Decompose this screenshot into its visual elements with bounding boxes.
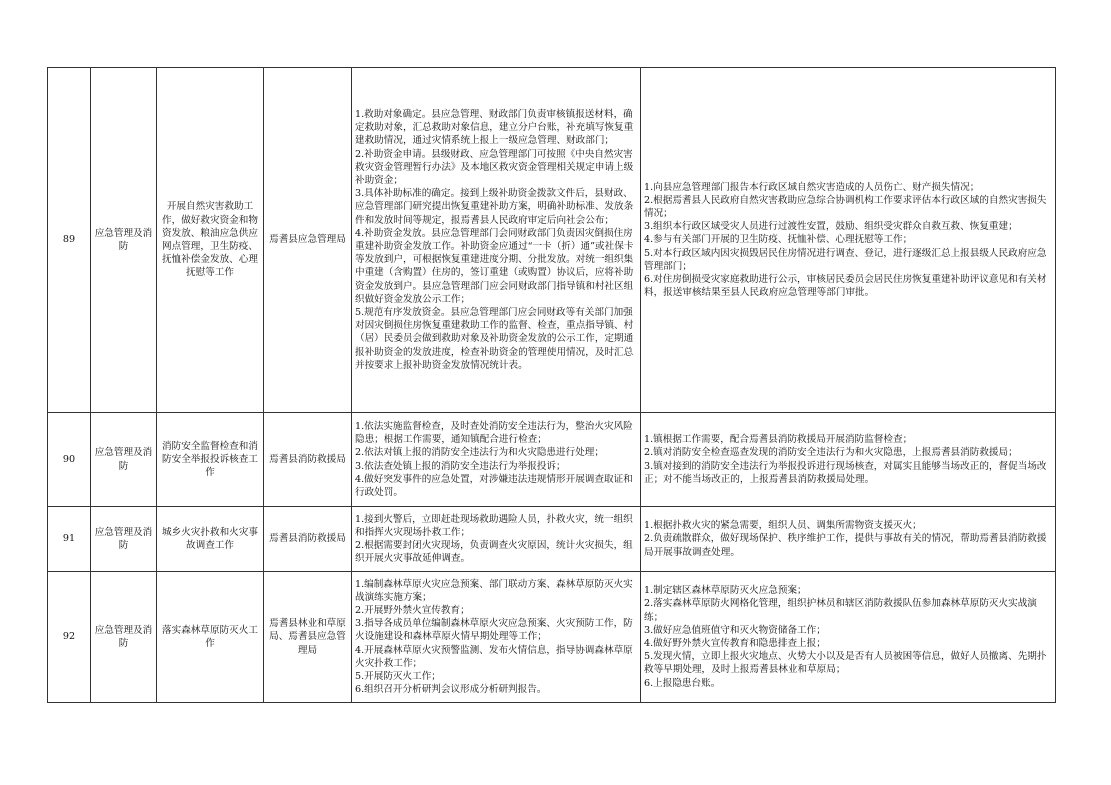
duty-line: 1.编制森林草原火灾应急预案、部门联动方案、森林草原防灭火实战演练实施方案； [355, 578, 633, 603]
duty-line: 4.做好突发事件的应急处置，对涉嫌违法违规情形开展调查取证和行政处罚。 [355, 473, 633, 498]
table-row [48, 68, 1056, 413]
town-duties-cell [641, 413, 1056, 507]
town-duties-cell [641, 507, 1056, 572]
item-cell: 落实森林草原防灭火工作 [157, 572, 264, 703]
duty-line: 4.参与有关部门开展的卫生防疫、抚恤补偿、心理抚慰等工作； [644, 234, 913, 246]
duty-line: 4.补助资金发放。县应急管理部门会同财政部门负责因灾倒损住房重建补助资金发放工作。补助资金应通过“一卡（折）通”或社保卡等发放到户，可根据恢复重建进度分期、分批发放。对统一组织集中重建（含购置）住房的，签订重建（或购置）协议后，应将补助资金发放到户。县应急管理部门应会同财政部门指导镇和村社区组织做好资金发放公示工作； [355, 227, 634, 305]
duty-line: 1.根据扑救火灾的紧急需要，组织人员、调集所需物资支援灭火； [644, 520, 922, 532]
field-cell: 应急管理及消防 [91, 572, 157, 703]
duty-line: 1.接到火警后，立即赶赴现场救助遇险人员，扑救火灾，统一组织和指挥火灾现场扑救工作； [355, 513, 633, 538]
item-cell: 开展自然灾害救助工作，做好救灾资金和物资发放、粮油应急供应网点管理，卫生防疫、抚恤补偿金发放、心理抚慰等工作 [157, 68, 264, 413]
duty-line: 6.上报隐患台账。 [644, 677, 721, 689]
duty-line: 6.对住房倒损受灾家庭救助进行公示，审核居民委员会居民住房恢复重建补助评议意见和有关材料，报送审核结果至县人民政府应急管理等部门审批。 [644, 274, 1047, 299]
duty-line: 3.镇对接到的消防安全违法行为举报投诉进行现场核查，对属实且能够当场改正的，督促当场改正；对不能当场改正的，上报焉耆县消防救援局处理。 [644, 460, 1047, 485]
county-duties-cell [352, 507, 641, 572]
department-cell: 焉耆县应急管理局 [264, 68, 352, 413]
item-cell: 城乡火灾扑救和火灾事故调查工作 [157, 507, 264, 572]
duty-line: 1.救助对象确定。县应急管理、财政部门负责审核镇报送材料，确定救助对象，汇总救助对象信息，建立分户台账，补充填写恢复重建救助情况，通过灾情系统上报上一级应急管理、财政部门； [355, 108, 634, 147]
responsibility-table [47, 67, 1056, 703]
table-row [48, 572, 1056, 703]
duty-line: 2.负责疏散群众，做好现场保护、秩序维护工作，提供与事故有关的情况，帮助焉耆县消防救援局开展事故调查处理。 [644, 533, 1047, 558]
row-number: 90 [48, 413, 91, 507]
duty-line: 5.开展防灭火工作； [355, 671, 441, 682]
county-duties-cell [352, 68, 641, 413]
duty-line: 4.开展森林草原火灾预警监测、发布火情信息，指导协调森林草原火灾扑救工作； [355, 644, 633, 669]
duty-line: 2.镇对消防安全检查巡查发现的消防安全违法行为和火灾隐患，上报焉耆县消防救援局； [644, 447, 1018, 459]
duty-line: 2.依法对镇上报的消防安全违法行为和火灾隐患进行处理； [355, 447, 604, 459]
duty-line: 3.指导各成员单位编制森林草原火灾应急预案、火灾预防工作，防火设施建设和森林草原火情早期处理等工作； [355, 618, 633, 643]
department-cell: 焉耆县林业和草原局、焉耆县应急管理局 [264, 572, 352, 703]
department-cell: 焉耆县消防救援局 [264, 413, 352, 507]
duty-line: 5.对本行政区域内因灾损毁居民住房情况进行调查、登记，进行逐级汇总上报县级人民政府应急管理部门； [644, 247, 1047, 272]
duty-line: 6.组织召开分析研判会议形成分析研判报告。 [355, 684, 547, 696]
field-cell: 应急管理及消防 [91, 413, 157, 507]
duty-line: 5.规范有序发放资金。县应急管理部门应会同财政等有关部门加强对因灾倒损住房恢复重建救助工作的监督、检查，重点指导镇、村（居）民委员会做到救助对象及补助资金发放的公示工作，定期通报补助资金的发放进度，检查补助资金的管理使用情况，及时汇总并按要求上报补助资金发放情况统计表。 [355, 307, 634, 371]
table-row [48, 413, 1056, 507]
duty-line: 2.开展野外禁火宣传教育； [355, 604, 470, 616]
row-number: 89 [48, 68, 91, 413]
item-cell: 消防安全监督检查和消防安全举报投诉核查工作 [157, 413, 264, 507]
duty-line: 1.制定辖区森林草原防灭火应急预案； [644, 585, 807, 597]
town-duties-cell [641, 68, 1056, 413]
duty-line: 3.具体补助标准的确定。接到上级补助资金拨款文件后，县财政、应急管理部门研究提出恢复重建补助方案，明确补助标准、发放条件和发放时间等规定，报焉耆县人民政府审定后向社会公布； [355, 188, 634, 226]
duty-line: 3.依法查处镇上报的消防安全违法行为举报投诉； [355, 460, 566, 472]
duty-line: 3.组织本行政区域受灾人员进行过渡性安置，鼓励、组织受灾群众自救互救、恢复重建； [644, 221, 1018, 233]
duty-line: 3.做好应急值班值守和灭火物资储备工作； [644, 624, 826, 636]
duty-line: 1.依法实施监督检查，及时查处消防安全违法行为，整治火灾风险隐患；根据工作需要，通知镇配合进行检查； [355, 420, 633, 446]
duty-line: 2.根据需要封闭火灾现场，负责调查火灾原因，统计火灾损失，组织开展火灾事故延伸调查。 [355, 540, 633, 565]
duty-line: 2.补助资金申请。县级财政、应急管理部门可按照《中央自然灾害救灾资金管理暂行办法》及本地区救灾资金管理相关规定申请上级补助资金； [355, 148, 634, 186]
duty-line: 1.镇根据工作需要，配合焉耆县消防救援局开展消防监督检查； [644, 434, 913, 446]
county-duties-cell [352, 572, 641, 703]
county-duties-cell [352, 413, 641, 507]
field-cell: 应急管理及消防 [91, 68, 157, 413]
duty-line: 2.根据焉耆县人民政府自然灾害救助应急综合协调机构工作要求评估本行政区域的自然灾害损失情况； [644, 194, 1047, 219]
duty-line: 4.做好野外禁火宣传教育和隐患排查上报； [644, 638, 826, 649]
row-number: 92 [48, 572, 91, 703]
town-duties-cell [641, 572, 1056, 703]
table-row [48, 507, 1056, 572]
duty-line: 1.向县应急管理部门报告本行政区域自然灾害造成的人员伤亡、财产损失情况； [644, 181, 980, 193]
department-cell: 焉耆县消防救援局 [264, 507, 352, 572]
field-cell: 应急管理及消防 [91, 507, 157, 572]
row-number: 91 [48, 507, 91, 572]
duty-line: 5.发现火情，立即上报火灾地点、火势大小以及是否有人员被困等信息，做好人员撤离、先期扑救等早期处理，及时上报焉耆县林业和草原局； [644, 651, 1047, 676]
duty-line: 2.落实森林草原防火网格化管理，组织护林员和辖区消防救援队伍参加森林草原防灭火实战演练； [644, 598, 1037, 623]
